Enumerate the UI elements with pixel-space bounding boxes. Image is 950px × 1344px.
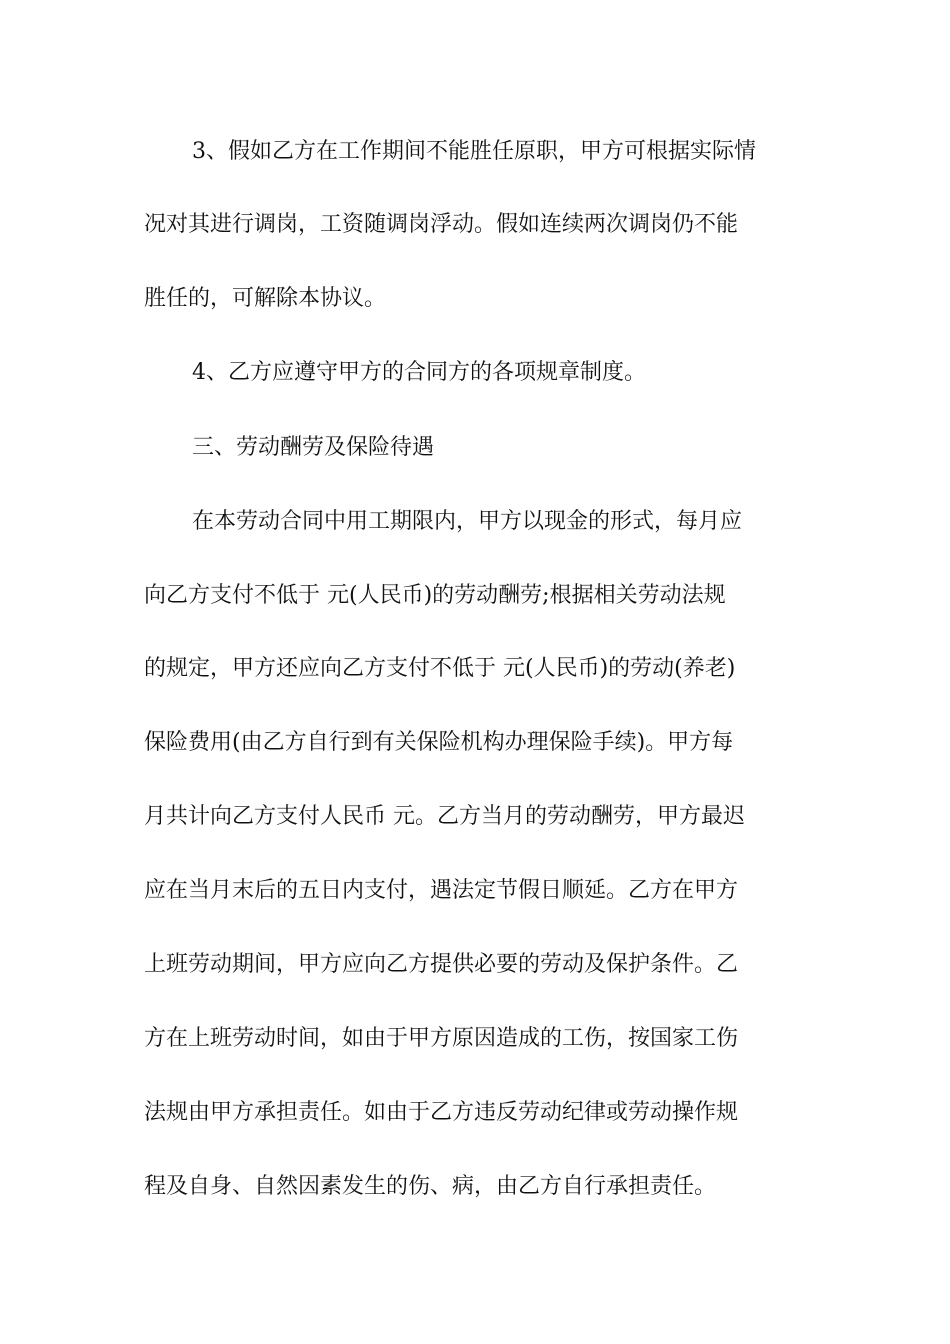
text-line: 法规由甲方承担责任。如由于乙方违反劳动纪律或劳动操作规 [144, 1100, 739, 1125]
text-line: 程及自身、自然因素发生的伤、病，由乙方自行承担责任。 [144, 1174, 717, 1199]
text-line: 向乙方支付不低于 元(人民币)的劳动酬劳;根据相关劳动法规 [144, 583, 726, 608]
text-line: 在本劳动合同中用工期限内，甲方以现金的形式，每月应 [192, 509, 743, 534]
text-line: 应在当月末后的五日内支付，遇法定节假日顺延。乙方在甲方 [144, 878, 739, 903]
text-line: 4、乙方应遵守甲方的合同方的各项规章制度。 [192, 360, 646, 385]
heading-text: 三、劳动酬劳及保险待遇 [192, 435, 435, 460]
text-line: 方在上班劳动时间，如由于甲方原因造成的工伤，按国家工伤 [144, 1026, 739, 1051]
text-line: 上班劳动期间，甲方应向乙方提供必要的劳动及保护条件。乙 [144, 952, 739, 977]
text-line: 胜任的，可解除本协议。 [144, 286, 387, 311]
text-line: 况对其进行调岗，工资随调岗浮动。假如连续两次调岗仍不能 [144, 212, 739, 237]
text-line: 的规定，甲方还应向乙方支付不低于 元(人民币)的劳动(养老) [144, 656, 736, 681]
text-line: 月共计向乙方支付人民币 元。乙方当月的劳动酬劳，甲方最迟 [144, 804, 745, 829]
text-line: 保险费用(由乙方自行到有关保险机构办理保险手续)。甲方每 [144, 730, 734, 755]
text-line: 3、假如乙方在工作期间不能胜任原职，甲方可根据实际情 [192, 139, 756, 164]
